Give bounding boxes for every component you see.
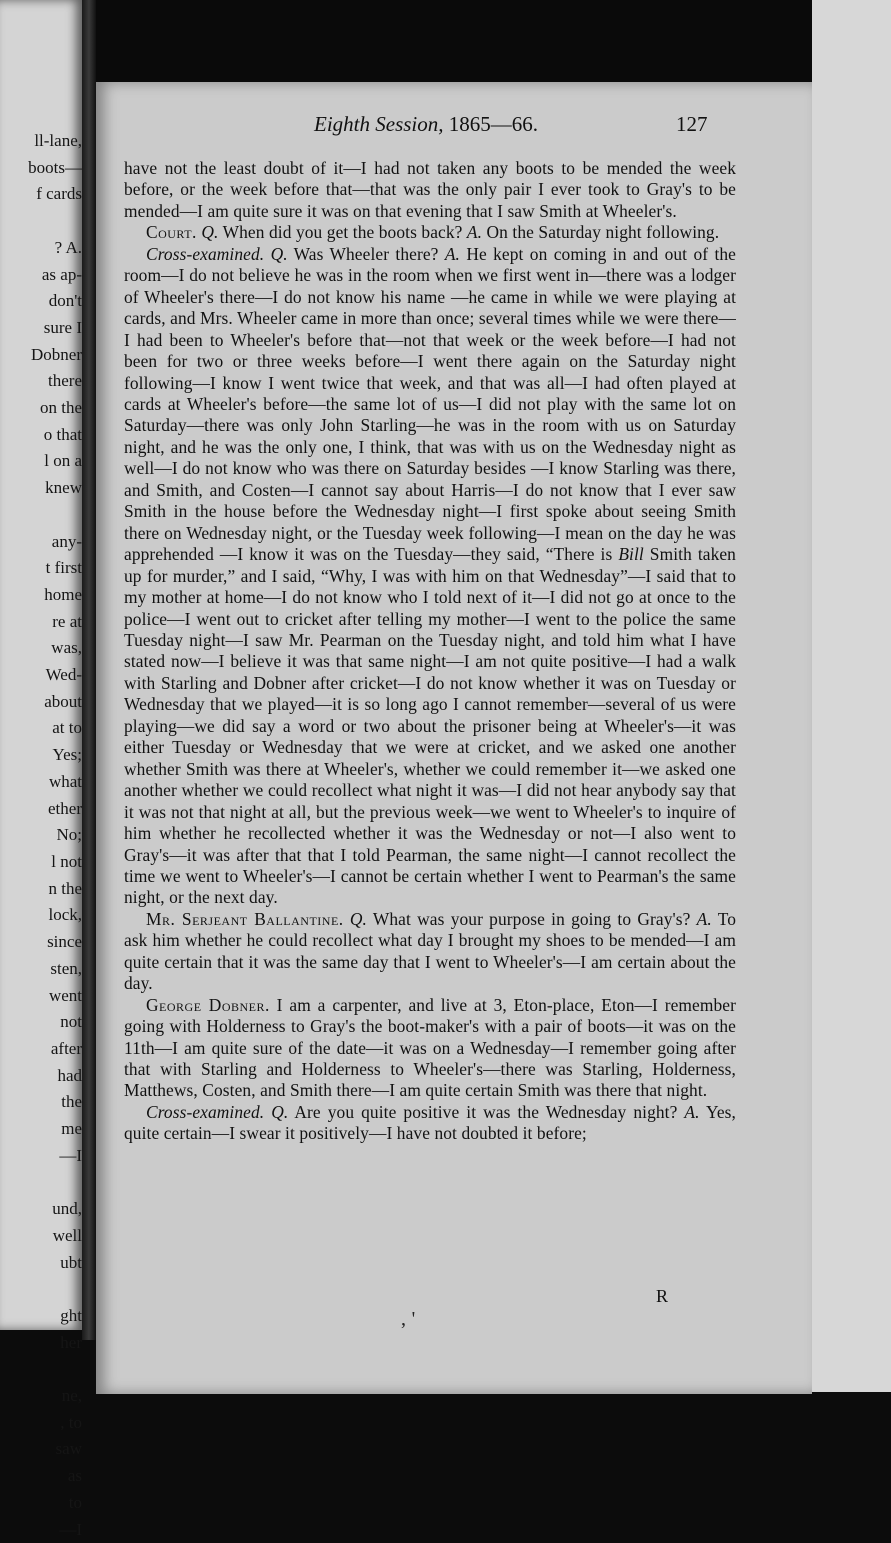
text-run: Q. [270, 243, 288, 264]
left-page-fragment: ? A. [54, 237, 82, 257]
left-page-fragment: any- [51, 531, 82, 551]
right-margin [812, 0, 891, 1392]
text-run: A. [684, 1101, 700, 1122]
text-run: A. [444, 243, 460, 264]
left-page-fragment [0, 1169, 82, 1196]
left-page-fragment: don't [48, 291, 82, 311]
left-page-fragment [0, 1356, 82, 1383]
left-page-fragment: knew [45, 478, 82, 498]
left-page-fragment: —I [59, 1519, 82, 1539]
left-page-fragment: —I [59, 1145, 82, 1165]
left-page-fragment: had [57, 1065, 82, 1085]
left-page-fragment: her [60, 1332, 82, 1352]
text-run: Was Wheeler there? [287, 243, 445, 264]
text-run: What was your purpose in going to Gray's? [366, 908, 697, 929]
left-page-fragment: as ap- [41, 264, 82, 284]
left-page-fragment: l on a [44, 451, 82, 471]
paragraph-p5 [124, 995, 736, 1102]
text-run: Q. [271, 1101, 289, 1122]
left-page-fragment: at to [52, 718, 82, 738]
text-run: A. [696, 908, 712, 929]
page-number: 127 [676, 112, 708, 136]
page-body-text [124, 158, 736, 1145]
text-run: Court. [146, 222, 197, 243]
left-page-fragment: saw [55, 1439, 82, 1459]
left-page-text-fragments [0, 128, 82, 1543]
left-page-fragment: Wed- [45, 665, 82, 685]
left-page-fragment: home [44, 584, 82, 604]
left-page-fragment: well [52, 1225, 82, 1245]
left-page-fragment [0, 208, 82, 235]
left-page-fragment: not [60, 1012, 82, 1032]
text-run: On the Saturday night following. [482, 222, 720, 243]
left-page-fragment: lock, [48, 905, 82, 925]
left-page-fragment: n the [48, 878, 82, 898]
left-page-fragment: t first [45, 558, 82, 578]
left-page-fragment: to [68, 1492, 82, 1512]
left-page-fragment [0, 1276, 82, 1303]
left-page-fragment: after [50, 1038, 82, 1058]
left-page-fragment: as [67, 1466, 82, 1486]
left-page-fragment [0, 502, 82, 529]
text-run: Smith taken up for murder,” and I said, “Why, I was with him on that Wednesday”—I said that to my mother at home—I do not know who I told next of it—I did not go at once to the police—I went out to cricket after telling my mother—I went to the police the same Tuesday night—I saw Mr. Pearman on the Tuesday night, and told him what I have stated now—I believe it was that same night—I am not quite positive—I had a walk with Starling and Dobner after cricket—I do not know whether it was on Tuesday or Wednesday that we played—it is so long ago I cannot remember—several of us were playing—we did say a word or two about the prisoner being at Wheeler's—it was either Tuesday or Wednesday that we were at cricket, and we asked one another whether Smith was there at Wheeler's, whether we could remember it—we asked one another whether we could recollect what night it was—I did not hear anybody say that it was not that night at all, but the previous week—we went to Wheeler's to inquire of him whether he recollected whether it was the Wednesday or not—I also went to Gray's—it was after that that I told Pearman, the same night—I cannot recollect the time we went to Wheeler's—I cannot be certain whether I went to Pearman's the same night, or the next day. [124, 544, 736, 908]
running-head [314, 112, 538, 137]
left-page-fragment: ether [48, 798, 82, 818]
paragraph-p6 [124, 1102, 736, 1145]
left-page-fragment: Yes; [52, 745, 82, 765]
left-page-fragment: sure I [43, 317, 82, 337]
left-page-edge [0, 0, 82, 1539]
left-page-fragment: l not [51, 851, 82, 871]
text-run: A. [466, 222, 483, 243]
left-page-fragment: sten, [50, 958, 82, 978]
left-page-fragment: , to [60, 1412, 82, 1432]
left-page-fragment: ubt [60, 1252, 82, 1272]
text-run: Bill [618, 544, 644, 565]
left-page-fragment: what [48, 771, 82, 791]
left-page-fragment: re at [52, 611, 82, 631]
paragraph-p1 [124, 158, 736, 222]
left-page-fragment: boots— [28, 157, 82, 177]
text-run: He kept on coming in and out of the room—I do not believe he was in the room when we first went in—there was a lodger of Wheeler's there—I do not know his name —he came in while we were playing at cards, and Mrs. Wheeler came in more than once; several times while we were there—I had been to Wheeler's before that—not that week or the week before—I had not been for two or three weeks before—I went there again on the Saturday night following—I know I went twice that week, and that was all—I had often played at cards at Wheeler's before—the same lot of us—I did not play with the same lot on Saturday—there was only John Starling—he was in the room with us on Saturday night, and he was the only one, I think, that was with us on the Wednesday night as well—I do not know who was there on Saturday besides —I know Starling was there, and Smith, and Costen—I cannot say about Harris—I do not know that I ever saw Smith in the house before the Wednesday night—I first spoke about seeing Smith there on Wednesday night, or the Tuesday week following—I mean on the day he was apprehended —I know it was on the Tuesday—they said, “There is [124, 243, 736, 565]
left-page-fragment: ght [60, 1305, 82, 1325]
left-page-fragment: there [48, 371, 82, 391]
text-run: Q. [349, 908, 367, 929]
page-header [96, 112, 812, 142]
left-page-fragment: me [61, 1119, 82, 1139]
left-page-fragment: o that [43, 424, 82, 444]
text-run: Are you quite positive it was the Wednesday night? [288, 1101, 685, 1122]
left-page-fragment: ll-lane, [34, 131, 82, 150]
text-run: Cross-examined. [146, 1101, 265, 1122]
left-page-fragment: ne, [61, 1386, 82, 1406]
text-run: To ask him whether he could recollect what day I brought my shoes to be mended—I am quite certain that it was the same day that I went to Wheeler's—I am certain about the day. [124, 908, 737, 994]
left-page-fragment: went [48, 985, 82, 1005]
left-page-fragment: about [44, 691, 82, 711]
book-gutter [82, 0, 96, 1340]
left-page-fragment: f cards [36, 184, 82, 204]
left-page-fragment: the [61, 1092, 82, 1112]
left-page-fragment: on the [39, 398, 82, 418]
footer-mark: ‚ ' [400, 1308, 416, 1330]
text-run: When did you get the boots back? [218, 222, 467, 243]
running-head-session: Eighth Session, [314, 112, 444, 136]
text-run: Cross-examined. [146, 243, 265, 264]
left-page-fragment: was, [51, 638, 82, 658]
signature-mark: R [656, 1286, 669, 1306]
scan-top-shadow [96, 0, 812, 82]
left-page-fragment: Dobner [31, 344, 82, 364]
text-run: I am a carpenter, and live at 3, Eton-place, Eton—I remember going with Holderness to Gray's the boot-maker's with a pair of boots—it was on the 11th—I am quite sure of the date—it was on a Wednesday—I remember going after that with Starling and Holderness to Wheeler's—there was Starling, Holderness, Matthews, Costen, and Smith there—I am quite certain Smith was there that night. [124, 994, 736, 1101]
text-run: Q. [201, 222, 219, 243]
left-page-fragment: und, [52, 1199, 82, 1219]
text-run: have not the least doubt of it—I had not taken any boots to be mended the week before, or the week before that—that was the only pair I ever took to Gray's to be mended—I am quite sure it was on that evening that I saw Smith at Wheeler's. [124, 158, 736, 221]
paragraph-p4 [124, 909, 736, 995]
left-page-fragment: No; [56, 825, 82, 845]
text-run: Yes, quite certain—I swear it positively—I have not doubted it before; [124, 1101, 736, 1144]
text-run: Mr. Serjeant Ballantine. [146, 908, 344, 929]
paragraph-p2 [124, 222, 736, 243]
paragraph-p3 [124, 244, 736, 909]
text-run: George Dobner. [146, 994, 270, 1015]
left-page-fragment: since [47, 932, 82, 952]
running-head-years: 1865—66. [448, 112, 538, 136]
